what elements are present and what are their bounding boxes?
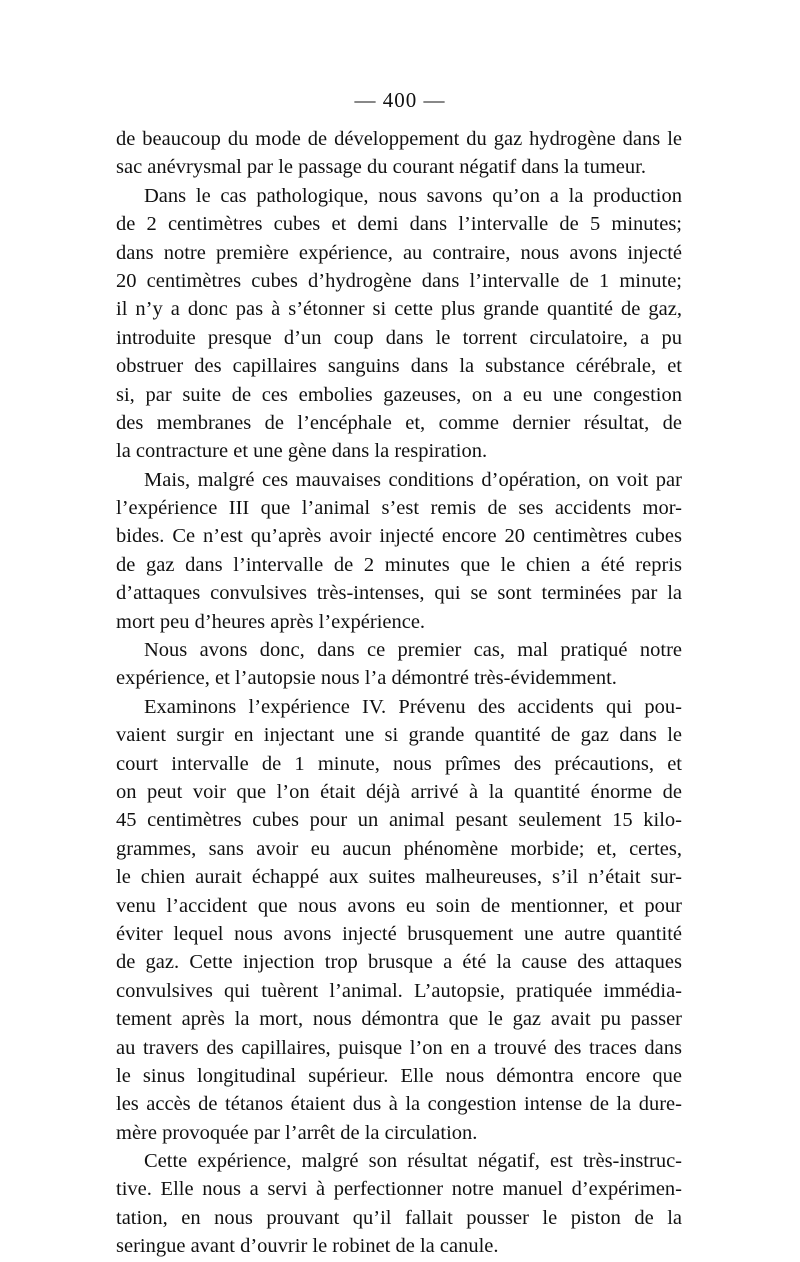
text-line: 20 centimètres cubes d’hydrogène dans l’intervalle de 1 minute;: [116, 269, 682, 292]
text-line: de beaucoup du mode de développement du gaz hydrogène dans le: [116, 128, 682, 150]
text-line: les accès de tétanos étaient dus à la congestion intense de la dure-: [116, 1093, 682, 1116]
text-line: Nous avons donc, dans ce premier cas, mal pratiqué notre: [144, 639, 682, 662]
text-line: des membranes de l’encéphale et, comme dernier résultat, de: [116, 411, 682, 434]
text-line: d’attaques convulsives très-intenses, qui se sont terminées par la: [116, 582, 682, 605]
text-line: introduite presque d’un coup dans le torrent circulatoire, a pu: [116, 326, 682, 349]
text-line: sac anévrysmal par le passage du courant négatif dans la tumeur.: [116, 156, 646, 179]
text-line: obstruer des capillaires sanguins dans la substance cérébrale, et: [116, 355, 682, 378]
text-line: court intervalle de 1 minute, nous prîmes des précautions, et: [116, 752, 682, 775]
text-line: au travers des capillaires, puisque l’on en a trouvé des traces dans: [116, 1036, 682, 1059]
text-line: on peut voir que l’on était déjà arrivé à la quantité énorme de: [116, 780, 682, 803]
text-line: mère provoquée par l’arrêt de la circulation.: [116, 1121, 478, 1144]
text-line: de gaz. Cette injection trop brusque a été la cause des attaques: [116, 951, 682, 974]
text-line: Dans le cas pathologique, nous savons qu’on a la production: [144, 184, 682, 207]
text-line: seringue avant d’ouvrir le robinet de la canule.: [116, 1235, 499, 1258]
text-line: Mais, malgré ces mauvaises conditions d’opération, on voit par: [144, 468, 682, 491]
text-line: il n’y a donc pas à s’étonner si cette plus grande quantité de gaz,: [116, 298, 682, 321]
text-line: le sinus longitudinal supérieur. Elle nous démontra encore que: [116, 1064, 682, 1087]
text-line: éviter lequel nous avons injecté brusquement une autre quantité: [116, 922, 682, 945]
text-line: dans notre première expérience, au contraire, nous avons injecté: [116, 241, 682, 264]
text-line: Examinons l’expérience IV. Prévenu des accidents qui pou-: [144, 695, 682, 718]
text-line: l’expérience III que l’animal s’est remis de ses accidents mor-: [116, 497, 682, 520]
text-line: Cette expérience, malgré son résultat négatif, est très-instruc-: [144, 1150, 682, 1173]
text-line: vaient surgir en injectant une si grande quantité de gaz dans le: [116, 724, 682, 747]
body-text: [116, 125, 682, 1261]
text-line: convulsives qui tuèrent l’animal. L’autopsie, pratiquée immédia-: [116, 979, 682, 1002]
text-line: 45 centimètres cubes pour un animal pesant seulement 15 kilo-: [116, 809, 682, 832]
text-line: mort peu d’heures après l’expérience.: [116, 610, 426, 633]
text-line: bides. Ce n’est qu’après avoir injecté encore 20 centimètres cubes: [116, 525, 682, 548]
text-line: expérience, et l’autopsie nous l’a démontré très-évidemment.: [116, 667, 617, 690]
text-line: tation, en nous prouvant qu’il fallait pousser le piston de la: [116, 1206, 682, 1229]
text-line: tement après la mort, nous démontra que le gaz avait pu passer: [116, 1008, 682, 1031]
text-line: de gaz dans l’intervalle de 2 minutes que le chien a été repris: [116, 553, 682, 576]
text-line: le chien aurait échappé aux suites malheureuses, s’il n’était sur-: [116, 866, 682, 889]
text-line: la contracture et une gène dans la respiration.: [116, 440, 488, 463]
text-line: de 2 centimètres cubes et demi dans l’intervalle de 5 minutes;: [116, 213, 682, 236]
page-number: — 400 —: [354, 88, 446, 112]
text-line: venu l’accident que nous avons eu soin de mentionner, et pour: [116, 894, 682, 917]
text-line: grammes, sans avoir eu aucun phénomène morbide; et, certes,: [116, 837, 682, 860]
text-line: si, par suite de ces embolies gazeuses, on a eu une congestion: [116, 383, 682, 406]
text-line: tive. Elle nous a servi à perfectionner notre manuel d’expérimen-: [116, 1178, 682, 1201]
